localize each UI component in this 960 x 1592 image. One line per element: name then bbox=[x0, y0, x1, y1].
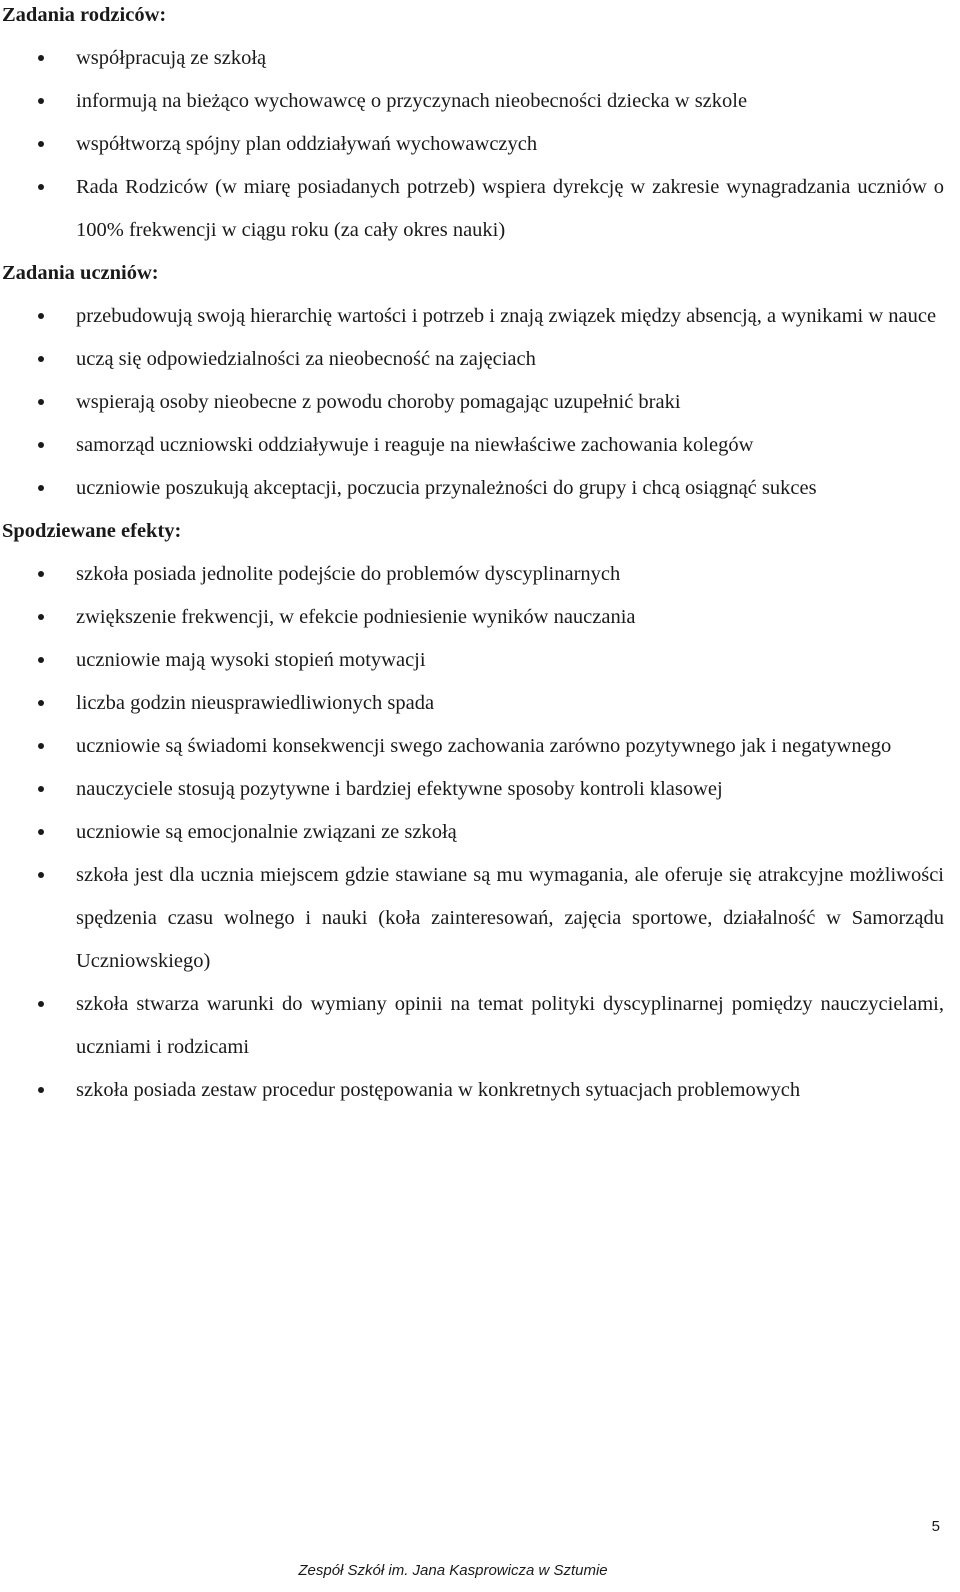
bullet-icon bbox=[38, 1087, 44, 1093]
section-expected-effects bbox=[2, 510, 944, 1112]
bullet-icon bbox=[38, 356, 44, 362]
list-item: uczniowie są świadomi konsekwencji swego zachowania zarówno pozytywnego jak i negatywnego bbox=[2, 725, 944, 768]
bullet-icon bbox=[38, 743, 44, 749]
list-item: uczniowie są emocjonalnie związani ze szkołą bbox=[2, 811, 944, 854]
list-item: współtworzą spójny plan oddziaływań wychowawczych bbox=[2, 123, 944, 166]
bullet-icon bbox=[38, 1001, 44, 1007]
list-item: wspierają osoby nieobecne z powodu choroby pomagając uzupełnić braki bbox=[2, 381, 944, 424]
bullet-icon bbox=[38, 399, 44, 405]
bullet-list bbox=[2, 553, 944, 1112]
bullet-icon bbox=[38, 829, 44, 835]
document-content bbox=[2, 0, 944, 1112]
list-item: informują na bieżąco wychowawcę o przyczynach nieobecności dziecka w szkole bbox=[2, 80, 944, 123]
list-item: szkoła stwarza warunki do wymiany opinii na temat polityki dyscyplinarnej pomiędzy nauczycielami, uczniami i rodzicami bbox=[2, 983, 944, 1069]
list-item: Rada Rodziców (w miarę posiadanych potrzeb) wspiera dyrekcję w zakresie wynagradzania uczniów o 100% frekwencji w ciągu roku (za cały okres nauki) bbox=[2, 166, 944, 252]
page-number: 5 bbox=[931, 1518, 940, 1535]
section-heading: Spodziewane efekty: bbox=[2, 520, 182, 542]
bullet-list bbox=[2, 295, 944, 510]
bullet-icon bbox=[38, 786, 44, 792]
list-item: współpracują ze szkołą bbox=[2, 37, 944, 80]
list-item: uczniowie poszukują akceptacji, poczucia przynależności do grupy i chcą osiągnąć sukces bbox=[2, 467, 944, 510]
list-item: zwiększenie frekwencji, w efekcie podniesienie wyników nauczania bbox=[2, 596, 944, 639]
bullet-icon bbox=[38, 657, 44, 663]
section-students bbox=[2, 252, 944, 510]
section-heading: Zadania uczniów: bbox=[2, 262, 159, 284]
list-item: szkoła jest dla ucznia miejscem gdzie stawiane są mu wymagania, ale oferuje się atrakcyjne możliwości spędzenia czasu wolnego i nauki (koła zainteresowań, zajęcia sportowe, działalność w Samorządu Uczniowskiego) bbox=[2, 854, 944, 983]
bullet-icon bbox=[38, 614, 44, 620]
bullet-icon bbox=[38, 313, 44, 319]
bullet-icon bbox=[38, 98, 44, 104]
bullet-icon bbox=[38, 184, 44, 190]
bullet-list bbox=[2, 37, 944, 252]
bullet-icon bbox=[38, 442, 44, 448]
bullet-icon bbox=[38, 700, 44, 706]
bullet-icon bbox=[38, 571, 44, 577]
list-item: liczba godzin nieusprawiedliwionych spada bbox=[2, 682, 944, 725]
section-parents bbox=[2, 0, 944, 252]
bullet-icon bbox=[38, 141, 44, 147]
list-item: uczą się odpowiedzialności za nieobecność na zajęciach bbox=[2, 338, 944, 381]
bullet-icon bbox=[38, 55, 44, 61]
section-heading: Zadania rodziców: bbox=[2, 4, 167, 26]
list-item: uczniowie mają wysoki stopień motywacji bbox=[2, 639, 944, 682]
list-item: szkoła posiada jednolite podejście do problemów dyscyplinarnych bbox=[2, 553, 944, 596]
list-item: nauczyciele stosują pozytywne i bardziej efektywne sposoby kontroli klasowej bbox=[2, 768, 944, 811]
page-footer: Zespół Szkół im. Jana Kasprowicza w Sztumie bbox=[298, 1562, 608, 1579]
list-item: przebudowują swoją hierarchię wartości i potrzeb i znają związek między absencją, a wynikami w nauce bbox=[2, 295, 944, 338]
list-item: szkoła posiada zestaw procedur postępowania w konkretnych sytuacjach problemowych bbox=[2, 1069, 944, 1112]
list-item: samorząd uczniowski oddziaływuje i reaguje na niewłaściwe zachowania kolegów bbox=[2, 424, 944, 467]
bullet-icon bbox=[38, 872, 44, 878]
bullet-icon bbox=[38, 485, 44, 491]
